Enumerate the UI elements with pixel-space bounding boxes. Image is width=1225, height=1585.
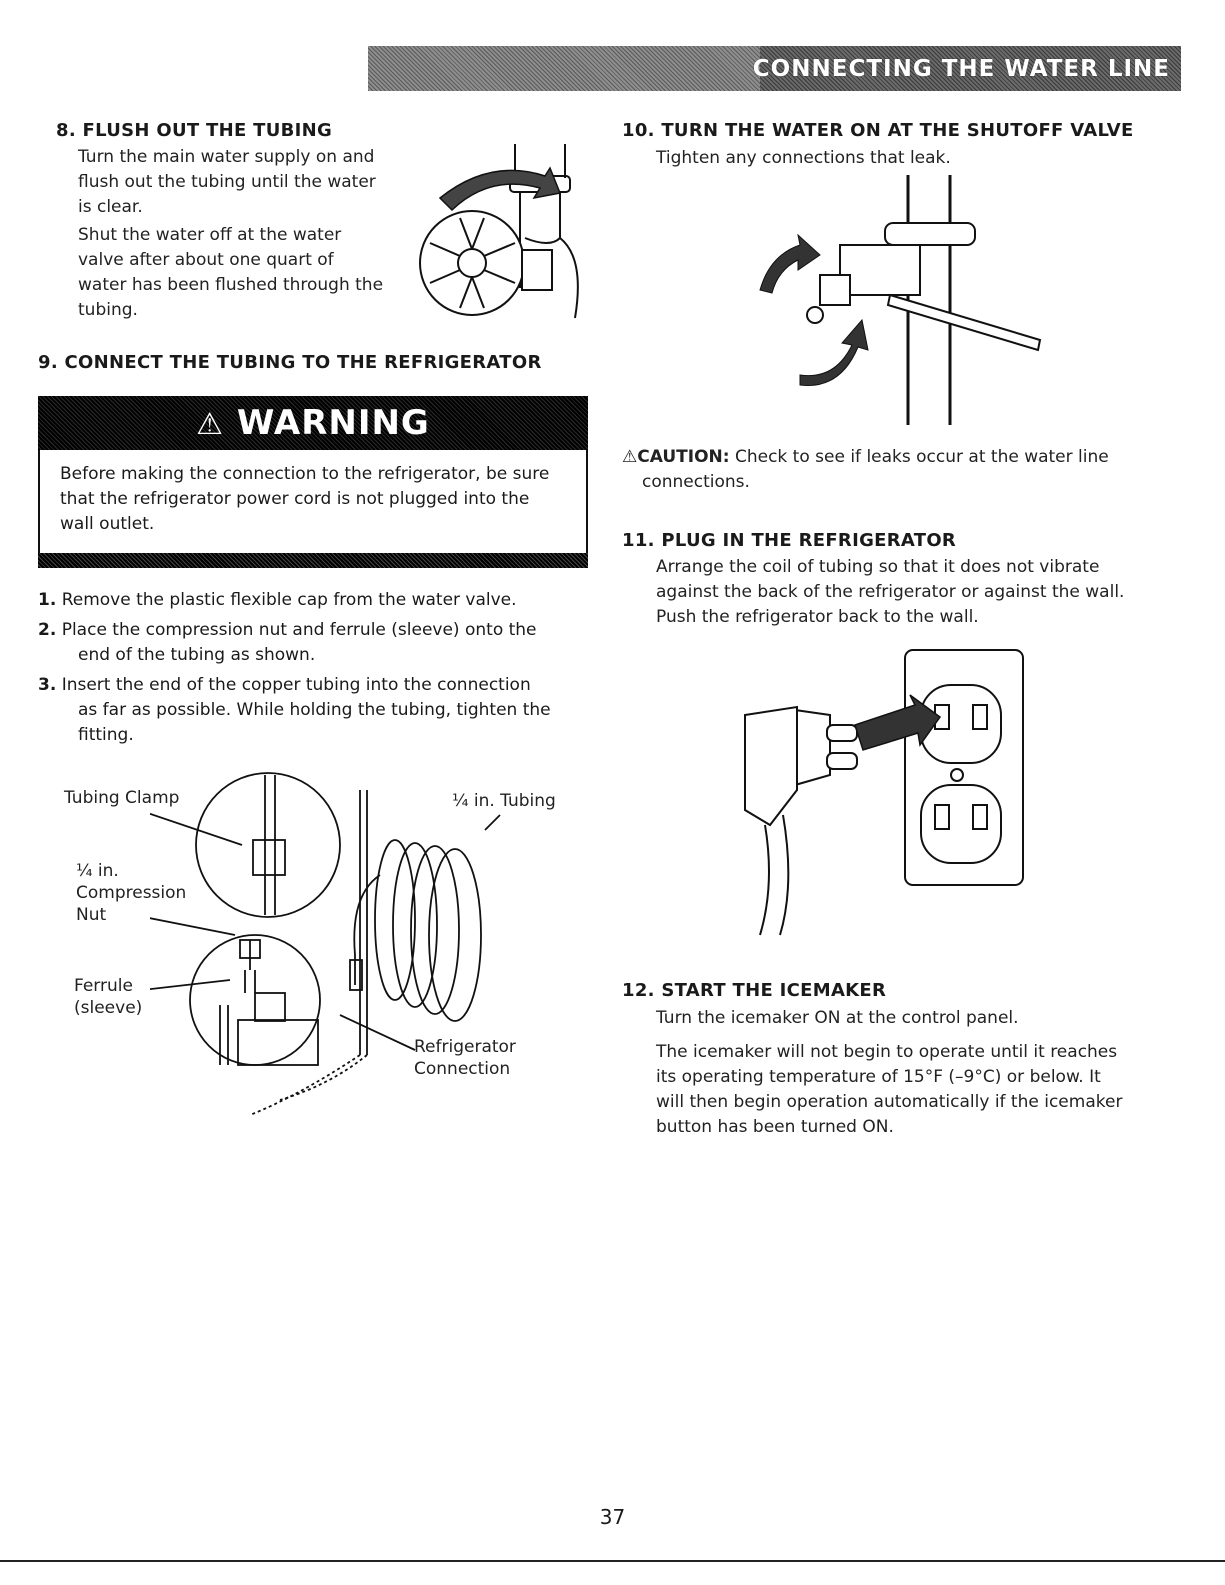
- page-number: 37: [599, 1505, 626, 1529]
- label-ferrule: Ferrule (sleeve): [74, 976, 143, 1018]
- step-9-heading: 9. CONNECT THE TUBING TO THE REFRIGERATOR: [38, 352, 542, 373]
- section-title: CONNECTING THE WATER LINE: [752, 56, 1170, 82]
- step-12-para-1: Turn the icemaker ON at the control panel.: [656, 1008, 1019, 1028]
- plug-outlet-illustration: [735, 645, 1035, 940]
- step-11-heading: 11. PLUG IN THE REFRIGERATOR: [622, 530, 957, 551]
- step-10-text: Tighten any connections that leak.: [656, 148, 951, 168]
- list-item: 3. Insert the end of the copper tubing into the connection as far as possible. While holding the tubing, tighten the fitting.: [38, 675, 551, 745]
- warning-triangle-icon: ⚠: [196, 407, 225, 442]
- bottom-rule: [0, 1560, 1225, 1562]
- step-8-heading: 8. FLUSH OUT THE TUBING: [56, 120, 333, 141]
- label-tubing: ¼ in. Tubing: [452, 791, 556, 811]
- step-10-heading: 10. TURN THE WATER ON AT THE SHUTOFF VALVE: [622, 120, 1134, 141]
- step-12-heading: 12. START THE ICEMAKER: [622, 980, 887, 1001]
- step-12-para-2: The icemaker will not begin to operate until it reaches its operating temperature of 15°F (–9°C) or below. It will then begin operation automatically if the icemaker button has been turned ON.: [656, 1042, 1123, 1137]
- step-8-para-2: Shut the water off at the water valve after about one quart of water has been flushed through the tubing.: [78, 225, 384, 320]
- warning-footer-bar: [38, 553, 588, 568]
- shutoff-valve-illustration: [740, 175, 1050, 435]
- list-item: 2. Place the compression nut and ferrule (sleeve) onto the end of the tubing as shown.: [38, 620, 537, 665]
- step-8-para-1: Turn the main water supply on and flush out the tubing until the water is clear.: [78, 147, 376, 217]
- step-11-text: Arrange the coil of tubing so that it does not vibrate against the back of the refrigerator or against the wall. Push the refrigerator back to the wall.: [656, 557, 1125, 627]
- warning-text: Before making the connection to the refrigerator, be sure that the refrigerator power cord is not plugged into the wall outlet.: [60, 464, 550, 534]
- caution-triangle-icon: ⚠: [622, 447, 638, 467]
- warning-title: ⚠ WARNING: [196, 403, 430, 443]
- label-tubing-clamp: Tubing Clamp: [64, 788, 180, 808]
- caution-text: ⚠CAUTION: Check to see if leaks occur at the water line connections.: [622, 447, 1109, 492]
- label-refrigerator-connection: Refrigerator Connection: [414, 1037, 516, 1079]
- label-compression-nut: ¼ in. Compression Nut: [76, 861, 187, 925]
- water-valve-illustration: [410, 138, 600, 323]
- list-item: 1. Remove the plastic flexible cap from the water valve.: [38, 590, 517, 610]
